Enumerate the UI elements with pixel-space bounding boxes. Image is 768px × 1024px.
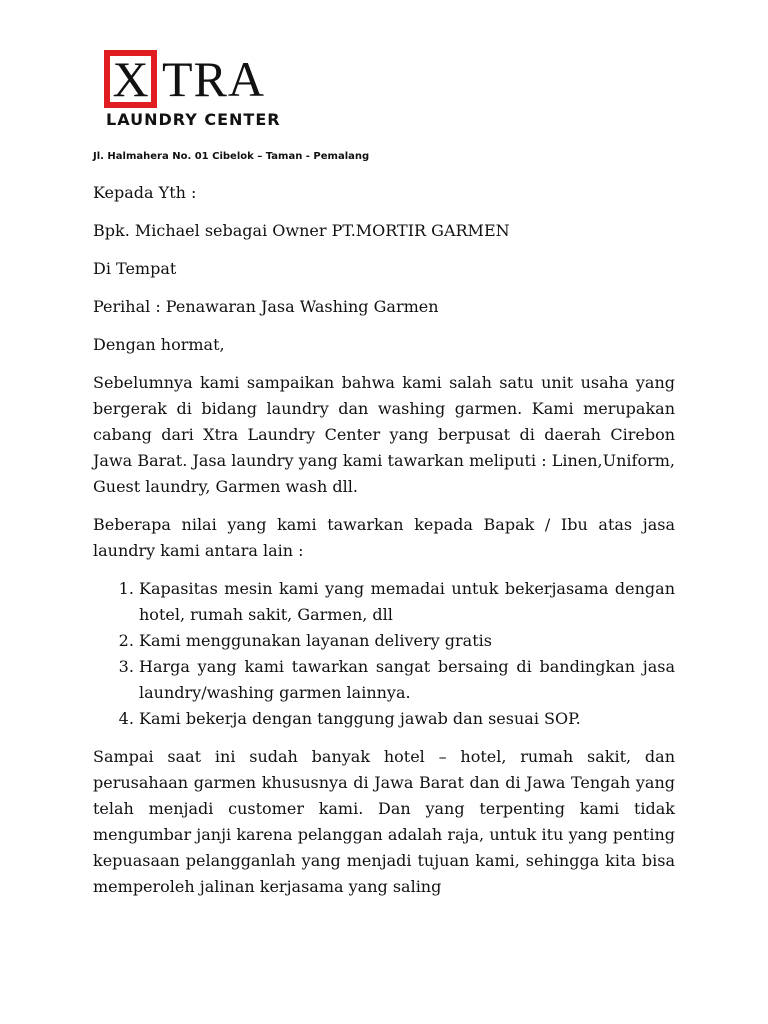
intro-paragraph: Sebelumnya kami sampaikan bahwa kami salah satu unit usaha yang bergerak di bidang laundry dan washing garmen. Kami merupakan cabang dari Xtra Laundry Center yang berpusat di daerah Cirebon Jawa Barat. Jasa laundry yang kami tawarkan meliputi : Linen,Uniform, Guest laundry, Garmen wash dll. xyxy=(93,373,675,496)
logo-x-box: X xyxy=(104,50,157,108)
letter-greeting: Dengan hormat, xyxy=(93,335,225,354)
recipient-place: Di Tempat xyxy=(93,259,177,278)
list-item: 4. Kami bekerja dengan tanggung jawab dan sesuai SOP. xyxy=(139,706,675,732)
recipient-name: Bpk. Michael sebagai Owner PT.MORTIR GARMEN xyxy=(93,221,510,240)
letter-subject: Perihal : Penawaran Jasa Washing Garmen xyxy=(93,297,439,316)
list-item: 3. Harga yang kami tawarkan sangat bersaing di bandingkan jasa laundry/washing garmen lainnya. xyxy=(139,654,675,706)
company-logo xyxy=(104,50,284,136)
recipient-to: Kepada Yth : xyxy=(93,183,197,202)
company-address: Jl. Halmahera No. 01 Cibelok – Taman - Pemalang xyxy=(93,151,370,162)
logo-subtitle: LAUNDRY CENTER xyxy=(106,110,281,129)
list-item: 2. Kami menggunakan layanan delivery gratis xyxy=(139,628,675,654)
list-item: 1. Kapasitas mesin kami yang memadai untuk bekerjasama dengan hotel, rumah sakit, Garmen, dll xyxy=(139,576,675,628)
offer-list xyxy=(93,576,675,732)
letter-body xyxy=(93,180,675,912)
offer-paragraph: Beberapa nilai yang kami tawarkan kepada Bapak / Ibu atas jasa laundry kami antara lain : xyxy=(93,515,675,560)
logo-wordmark: TRA xyxy=(162,51,265,107)
closing-paragraph: Sampai saat ini sudah banyak hotel – hotel, rumah sakit, dan perusahaan garmen khususnya di Jawa Barat dan di Jawa Tengah yang telah menjadi customer kami. Dan yang terpenting kami tidak mengumbar janji karena pelanggan adalah raja, untuk itu yang penting kepuasaan pelangganlah yang menjadi tujuan kami, sehingga kita bisa memperoleh jalinan kerjasama yang saling xyxy=(93,747,675,896)
